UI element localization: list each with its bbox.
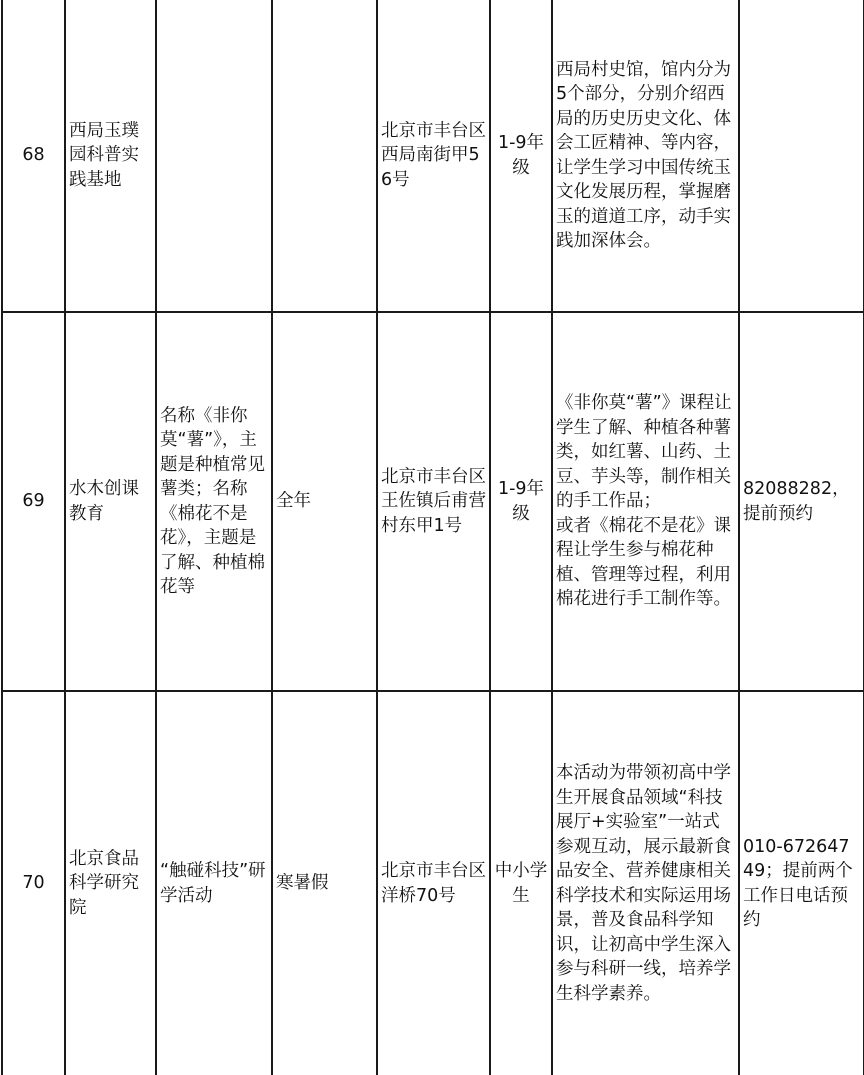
target-grade: 1-9年级 (490, 312, 552, 691)
target-grade: 中小学生 (490, 691, 552, 1075)
row-number: 70 (2, 691, 65, 1075)
contact-info (739, 0, 864, 312)
venue-address: 北京市丰台区王佐镇后甫营村东甲1号 (377, 312, 490, 691)
venue-name: 北京食品科学研究院 (65, 691, 156, 1075)
venue-name: 西局玉璞园科普实践基地 (65, 0, 156, 312)
course-description: “触碰科技”研学活动 (156, 691, 272, 1075)
activity-content: 《非你莫“薯”》课程让学生了解、种植各种薯类，如红薯、山药、土豆、芋头等，制作相关的手工作品； 或者《棉花不是花》课程让学生参与棉花种植、管理等过程，利用棉花进行手工制作等。 (552, 312, 739, 691)
open-time (272, 0, 377, 312)
activity-content: 西局村史馆，馆内分为5个部分，分别介绍西局的历史历史文化、体会工匠精神、等内容，让学生学习中国传统玉文化发展历程，掌握磨玉的道道工序，动手实践加深体会。 (552, 0, 739, 312)
table-row (2, 312, 864, 691)
open-time: 全年 (272, 312, 377, 691)
open-time: 寒暑假 (272, 691, 377, 1075)
course-description: 名称《非你莫“薯”》，主题是种植常见薯类；名称《棉花不是花》，主题是了解、种植棉花等 (156, 312, 272, 691)
course-description (156, 0, 272, 312)
venue-address: 北京市丰台区洋桥70号 (377, 691, 490, 1075)
contact-info: 010-67264749；提前两个工作日电话预约 (739, 691, 864, 1075)
table-row (2, 691, 864, 1075)
contact-info: 82088282，提前预约 (739, 312, 864, 691)
target-grade: 1-9年级 (490, 0, 552, 312)
activity-content: 本活动为带领初高中学生开展食品领域“科技展厅+实验室”一站式参观互动，展示最新食品安全、营养健康相关科学技术和实际运用场景，普及食品科学知识，让初高中学生深入参与科研一线，培养学生科学素养。 (552, 691, 739, 1075)
row-number: 68 (2, 0, 65, 312)
venue-address: 北京市丰台区西局南街甲56号 (377, 0, 490, 312)
venue-name: 水木创课教育 (65, 312, 156, 691)
row-number: 69 (2, 312, 65, 691)
venue-table (1, 0, 864, 1075)
table-row (2, 0, 864, 312)
